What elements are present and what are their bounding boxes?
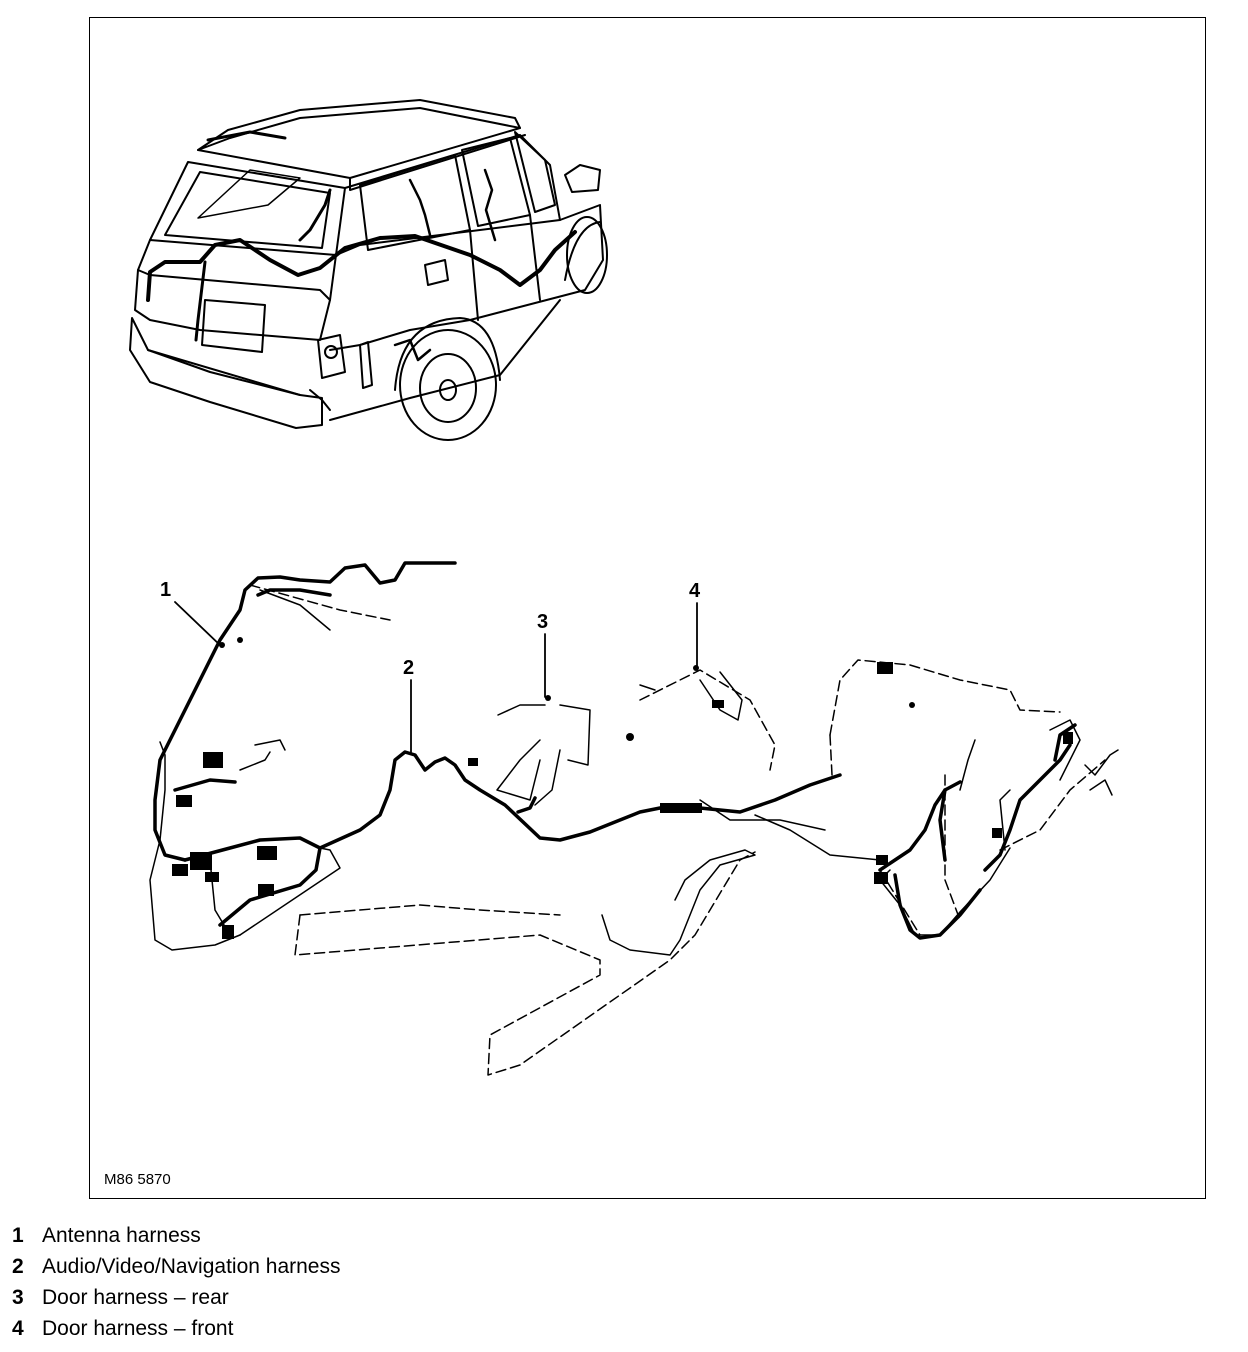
legend-item — [12, 1286, 340, 1317]
legend-label: Antenna harness — [42, 1224, 201, 1247]
legend-label: Door harness – rear — [42, 1286, 229, 1309]
legend-label: Audio/Video/Navigation harness — [42, 1255, 341, 1278]
legend-item — [12, 1317, 340, 1348]
legend-number: 2 — [12, 1255, 24, 1278]
legend-item — [12, 1255, 340, 1286]
callout-4: 4 — [689, 580, 701, 602]
figure-reference: M86 5870 — [104, 1171, 171, 1188]
legend-item — [12, 1224, 340, 1255]
callout-1: 1 — [160, 579, 172, 601]
vehicle-illustration — [130, 100, 607, 440]
harness-layout — [150, 563, 1118, 1075]
legend-label: Door harness – front — [42, 1317, 234, 1340]
legend-number: 1 — [12, 1224, 24, 1247]
legend — [12, 1224, 340, 1348]
callout-3: 3 — [537, 611, 549, 633]
legend-number: 3 — [12, 1286, 24, 1309]
legend-number: 4 — [12, 1317, 24, 1340]
callout-2: 2 — [403, 657, 415, 679]
